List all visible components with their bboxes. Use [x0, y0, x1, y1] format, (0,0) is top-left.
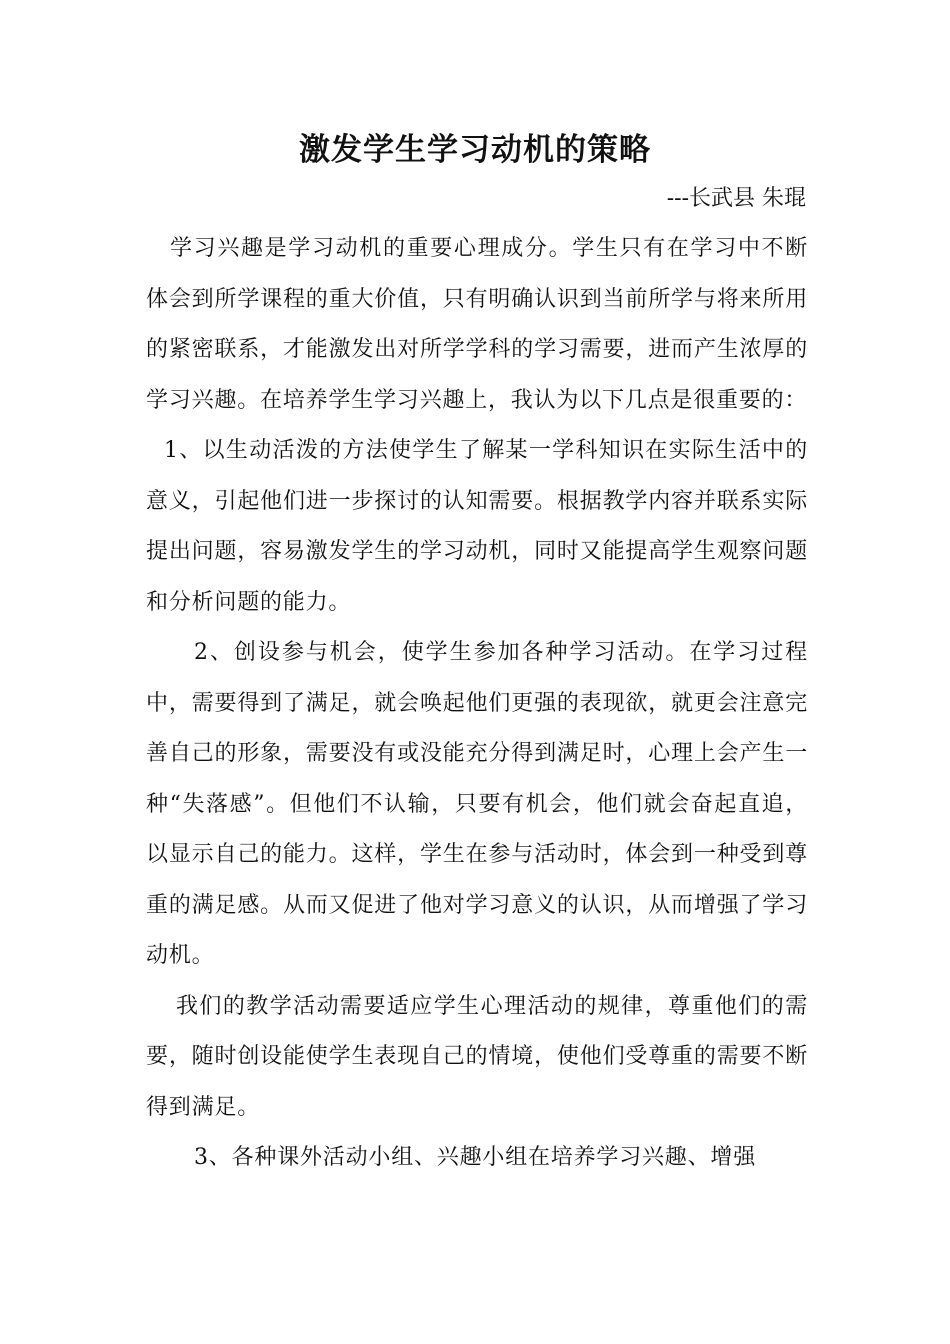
- document-title: 激发学生学习动机的策略: [299, 132, 651, 168]
- paragraph-point-2: 2、创设参与机会，使学生参加各种学习活动。在学习过程中，需要得到了满足，就会唤起他们更强的表现欲，就更会注意完善自己的形象，需要没有或没能充分得到满足时，心理上会产生一种“失落感”。但他们不认输，只要有机会，他们就会奋起直追，以显示自己的能力。这样，学生在参与活动时，体会到一种受到尊重的满足感。从而又促进了他对学习意义的认识，从而增强了学习动机。: [146, 640, 808, 968]
- paragraph-respect-needs: 我们的教学活动需要适应学生心理活动的规律，尊重他们的需要，随时创设能使学生表现自己的情境，使他们受尊重的需要不断得到满足。: [146, 993, 808, 1120]
- paragraph-point-3: 3、各种课外活动小组、兴趣小组在培养学习兴趣、增强: [194, 1145, 756, 1170]
- author-line: ---长武县 朱琨: [666, 186, 806, 211]
- paragraph-point-1: 1、以生动活泼的方法使学生了解某一学科知识在实际生活中的意义，引起他们进一步探讨的认知需要。根据教学内容并联系实际提出问题，容易激发学生的学习动机，同时又能提高学生观察问题和分析问题的能力。: [146, 438, 808, 615]
- paragraph-intro: 学习兴趣是学习动机的重要心理成分。学生只有在学习中不断体会到所学课程的重大价值，只有明确认识到当前所学与将来所用的紧密联系，才能激发出对所学学科的学习需要，进而产生浓厚的学习兴趣。在培养学生学习兴趣上，我认为以下几点是很重要的：: [146, 236, 808, 413]
- document-body: [146, 224, 808, 1184]
